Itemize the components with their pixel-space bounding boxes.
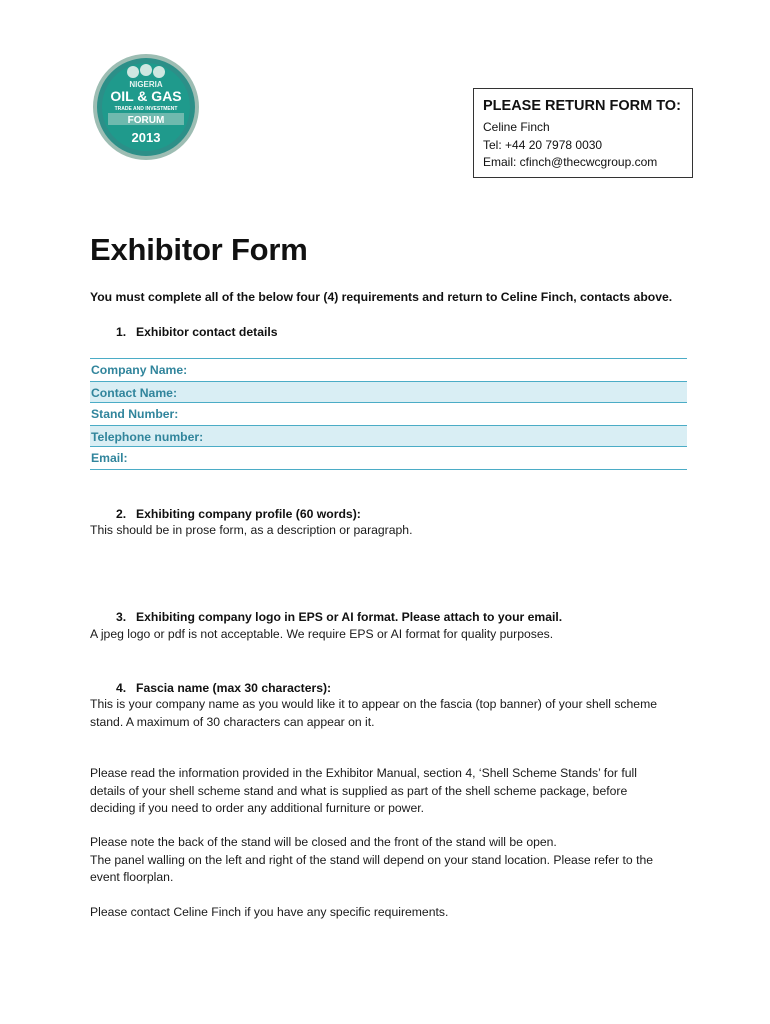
return-contact-name: Celine Finch [483, 120, 550, 134]
return-box-title: PLEASE RETURN FORM TO: [483, 98, 681, 114]
section-3-heading [116, 610, 562, 624]
section-2-number: 2. [116, 507, 127, 521]
stand-panel-note: The panel walling on the left and right of the stand will depend on your stand location. Please refer to the event floorplan. [90, 852, 654, 884]
section-4-heading [116, 681, 331, 695]
field-contact-name[interactable]: Contact Name: [90, 381, 687, 403]
logo-line-4: FORUM [127, 115, 165, 126]
section-1-title: Exhibitor contact details [136, 325, 278, 339]
section-2-heading [116, 507, 361, 521]
field-stand-number[interactable]: Stand Number: [91, 407, 179, 421]
page-title: Exhibitor Form [90, 232, 308, 267]
intro-text: You must complete all of the below four (4) requirements and return to Celine Finch, contacts above. [90, 290, 673, 304]
field-email[interactable]: Email: [91, 451, 128, 465]
return-form-box [473, 88, 693, 178]
section-4-text: This is your company name as you would like it to appear on the fascia (top banner) of your shell scheme stand. A maximum of 30 characters can appear on it. [90, 697, 658, 729]
section-3-text: A jpeg logo or pdf is not acceptable. We require EPS or AI format for quality purposes. [90, 627, 554, 641]
section-2-title: Exhibiting company profile (60 words): [136, 507, 361, 521]
section-2-text: This should be in prose form, as a description or paragraph. [90, 523, 413, 537]
section-3-number: 3. [116, 610, 127, 624]
return-contact-tel: Tel: +44 20 7978 0030 [483, 137, 603, 152]
logo-year: 2013 [131, 130, 161, 145]
stand-back-note: Please note the back of the stand will be closed and the front of the stand will be open. [90, 835, 557, 849]
contact-details-table [90, 358, 687, 470]
manual-note: Please read the information provided in the Exhibitor Manual, section 4, ‘Shell Scheme Stands’ for full details of your shell scheme stand and what is supplied as part of the shell scheme package, before deciding if you need to order any additional furniture or power. [90, 766, 637, 815]
section-3-title: Exhibiting company logo in EPS or AI format. Please attach to your email. [136, 610, 563, 624]
field-company-name[interactable]: Company Name: [91, 363, 188, 377]
logo-line-3: TRADE AND INVESTMENT [114, 106, 178, 112]
logo-line-1: NIGERIA [129, 80, 163, 89]
section-4-number: 4. [116, 681, 127, 695]
section-1-heading [116, 325, 278, 339]
section-4-title: Fascia name (max 30 characters): [136, 681, 332, 695]
stand-walls-note [90, 834, 680, 887]
section-1-number: 1. [116, 325, 127, 339]
forum-logo [92, 53, 200, 161]
contact-note: Please contact Celine Finch if you have any specific requirements. [90, 905, 449, 919]
logo-line-2: OIL & GAS [110, 88, 182, 104]
field-telephone-number[interactable]: Telephone number: [90, 425, 687, 447]
return-contact-email: Email: cfinch@thecwcgroup.com [483, 155, 658, 169]
